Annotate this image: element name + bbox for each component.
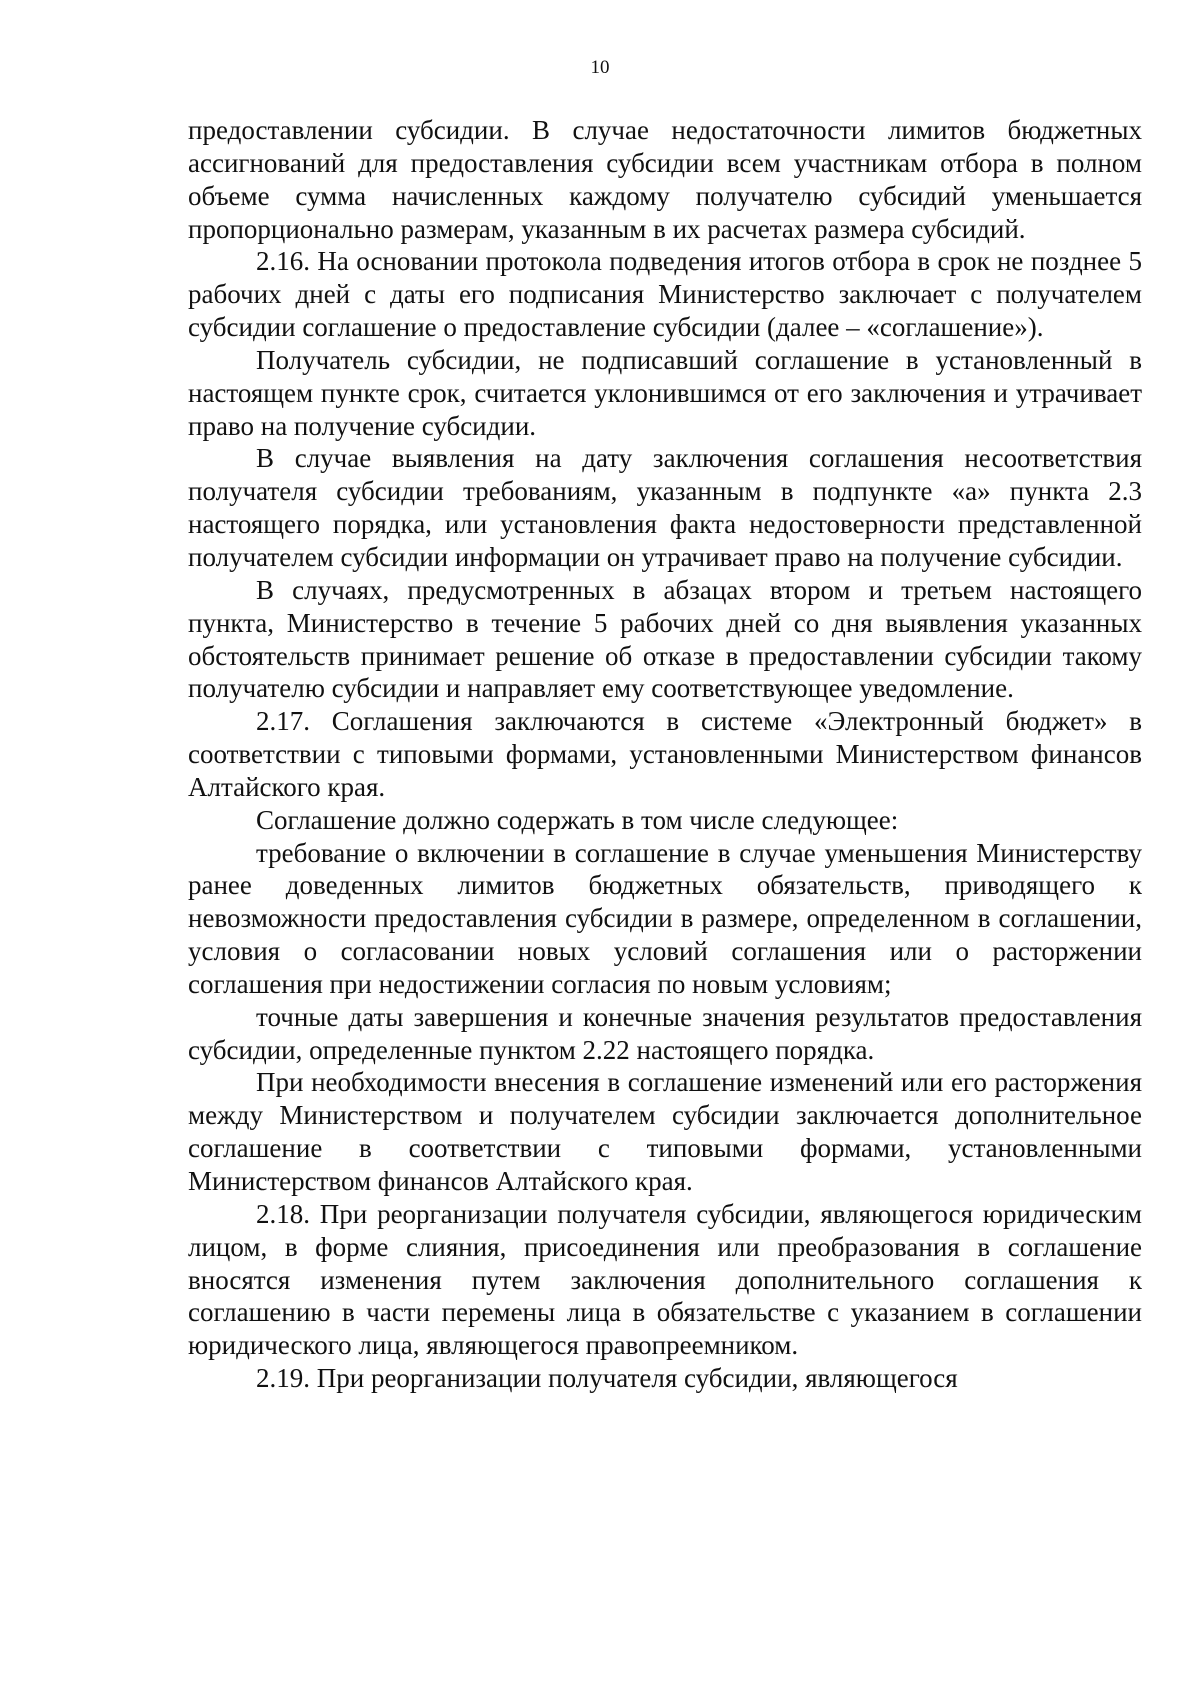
paragraph: Получатель субсидии, не подписавший соглашение в установленный в настоящем пункте срок, считается уклонившимся от его заключения и утрачивает право на получение субсидии.: [188, 344, 1142, 441]
paragraph-clause-2-17: 2.17. Соглашения заключаются в системе «Электронный бюджет» в соответствии с типовыми формами, установленными Министерством финансов Алтайского края.: [188, 706, 1142, 802]
paragraph-clause-2-18: 2.18. При реорганизации получателя субсидии, являющегося юридическим лицом, в форме слияния, присоединения или преобразования в соглашение вносятся изменения путем заключения дополнительного соглашения к соглашению в части перемены лица в обязательстве с указанием в соглашении юридического лица, являющегося правопреемником.: [188, 1198, 1142, 1361]
paragraph-clause-2-16: 2.16. На основании протокола подведения итогов отбора в срок не позднее 5 рабочих дней с даты его подписания Министерство заключает с получателем субсидии соглашение о предоставление субсидии (далее – «соглашение»).: [188, 246, 1142, 343]
paragraph-clause-2-19: 2.19. При реорганизации получателя субсидии, являющегося: [256, 1363, 958, 1394]
page-number: 10: [590, 57, 610, 78]
paragraph: точные даты завершения и конечные значения результатов предоставления субсидии, определенные пунктом 2.22 настоящего порядка.: [188, 1001, 1142, 1065]
paragraph: При необходимости внесения в соглашение изменений или его расторжения между Министерством и получателем субсидии заключается дополнительное соглашение в соответствии с типовыми формами, установленными Министерством финансов Алтайского края.: [188, 1067, 1142, 1196]
paragraph-continuation: предоставлении субсидии. В случае недостаточности лимитов бюджетных ассигнований для предоставления субсидии всем участникам отбора в полном объеме сумма начисленных каждому получателю субсидий уменьшается пропорционально размерам, указанным в их расчетах размера субсидий.: [188, 115, 1142, 244]
paragraph: требование о включении в соглашение в случае уменьшения Министерству ранее доведенных лимитов бюджетных обязательств, приводящего к невозможности предоставления субсидии в размере, определенном в соглашении, условия о согласовании новых условий соглашения или о расторжении соглашения при недостижении согласия по новым условиям;: [188, 837, 1142, 999]
paragraph: В случаях, предусмотренных в абзацах втором и третьем настоящего пункта, Министерство в течение 5 рабочих дней со дня выявления указанных обстоятельств принимает решение об отказе в предоставлении субсидии такому получателю субсидии и направляет ему соответствующее уведомление.: [188, 574, 1142, 704]
paragraph: В случае выявления на дату заключения соглашения несоответствия получателя субсидии требованиям, указанным в подпункте «а» пункта 2.3 настоящего порядка, или установления факта недостоверности представленной получателем субсидии информации он утрачивает право на получение субсидии.: [188, 443, 1142, 572]
paragraph: Соглашение должно содержать в том числе следующее:: [256, 804, 899, 835]
document-body: [188, 114, 1142, 1395]
